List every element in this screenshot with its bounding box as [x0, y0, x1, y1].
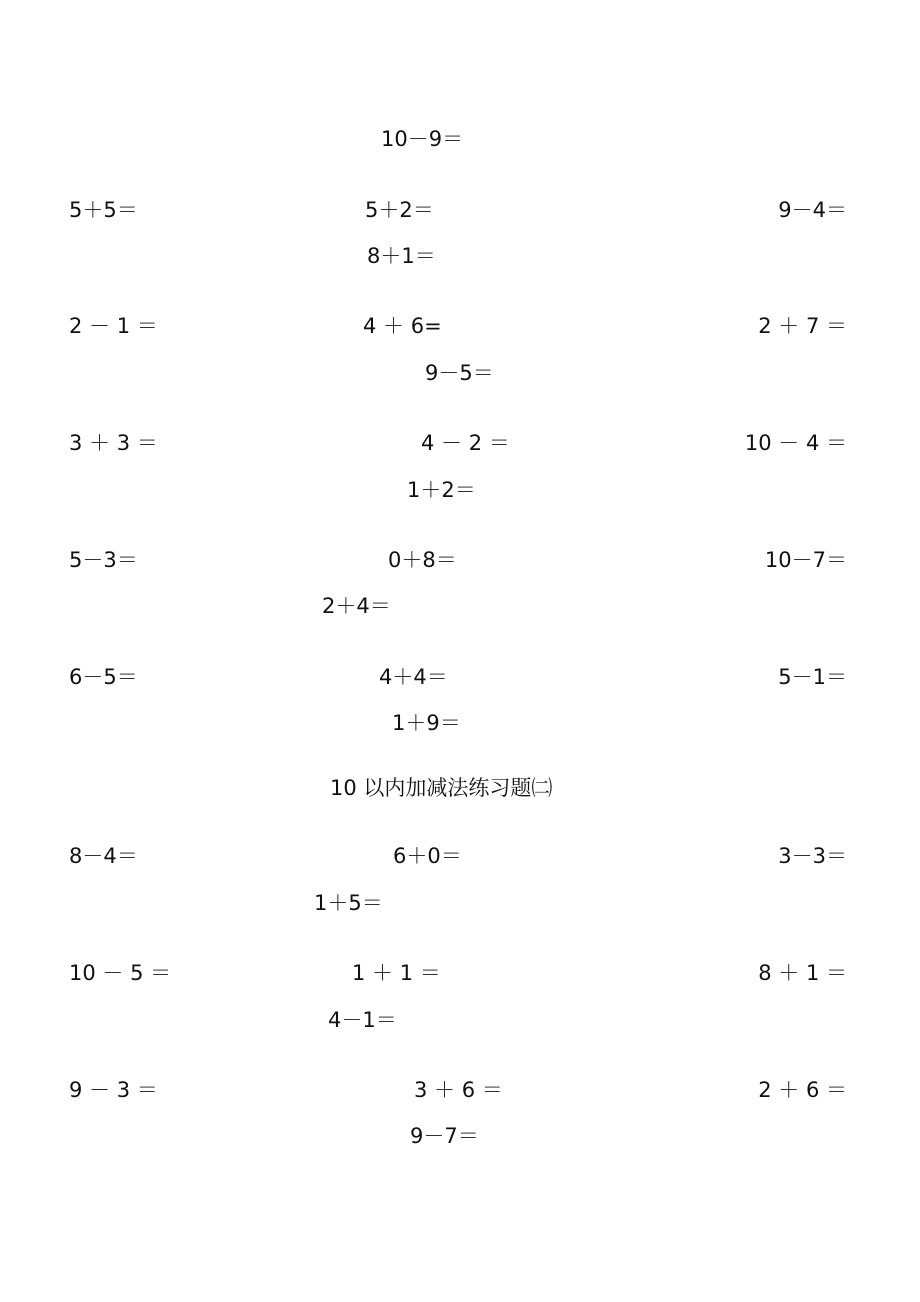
problem: 4 ＋ 6= — [363, 314, 442, 338]
problem: 5＋2＝ — [365, 198, 434, 222]
problem: 2 ＋ 7 ＝ — [758, 314, 847, 338]
problem: 10 － 4 ＝ — [744, 431, 847, 455]
problem: 6＋0＝ — [393, 844, 462, 868]
problem: 1＋9＝ — [392, 711, 461, 735]
problem: 10 － 5 ＝ — [69, 961, 172, 985]
problem: 4 － 2 ＝ — [421, 431, 510, 455]
problem: 6－5＝ — [69, 665, 138, 689]
problem: 0＋8＝ — [388, 548, 457, 572]
problem: 5－3＝ — [69, 548, 138, 572]
problem: 3 ＋ 3 ＝ — [69, 431, 158, 455]
problem: 9－4＝ — [778, 198, 847, 222]
problem: 2 ＋ 6 ＝ — [758, 1078, 847, 1102]
problem: 9－5＝ — [425, 361, 494, 385]
problem: 9－7＝ — [410, 1124, 479, 1148]
problem: 2 － 1 ＝ — [69, 314, 158, 338]
problem: 10－9＝ — [381, 127, 464, 151]
problem: 5－1＝ — [778, 665, 847, 689]
problem: 8－4＝ — [69, 844, 138, 868]
problem: 10－7＝ — [764, 548, 847, 572]
problem: 2＋4＝ — [322, 594, 391, 618]
problem: 3 ＋ 6 ＝ — [414, 1078, 503, 1102]
problem: 3－3＝ — [778, 844, 847, 868]
problem: 8＋1＝ — [367, 244, 436, 268]
problem: 4－1＝ — [328, 1008, 397, 1032]
section-title: 10 以内加减法练习题㈡ — [330, 776, 553, 800]
problem: 1＋5＝ — [314, 891, 383, 915]
problem: 9 － 3 ＝ — [69, 1078, 158, 1102]
problem: 1 ＋ 1 ＝ — [352, 961, 441, 985]
problem: 8 ＋ 1 ＝ — [758, 961, 847, 985]
problem: 1＋2＝ — [407, 478, 476, 502]
problem: 4＋4＝ — [379, 665, 448, 689]
problem: 5＋5＝ — [69, 198, 138, 222]
